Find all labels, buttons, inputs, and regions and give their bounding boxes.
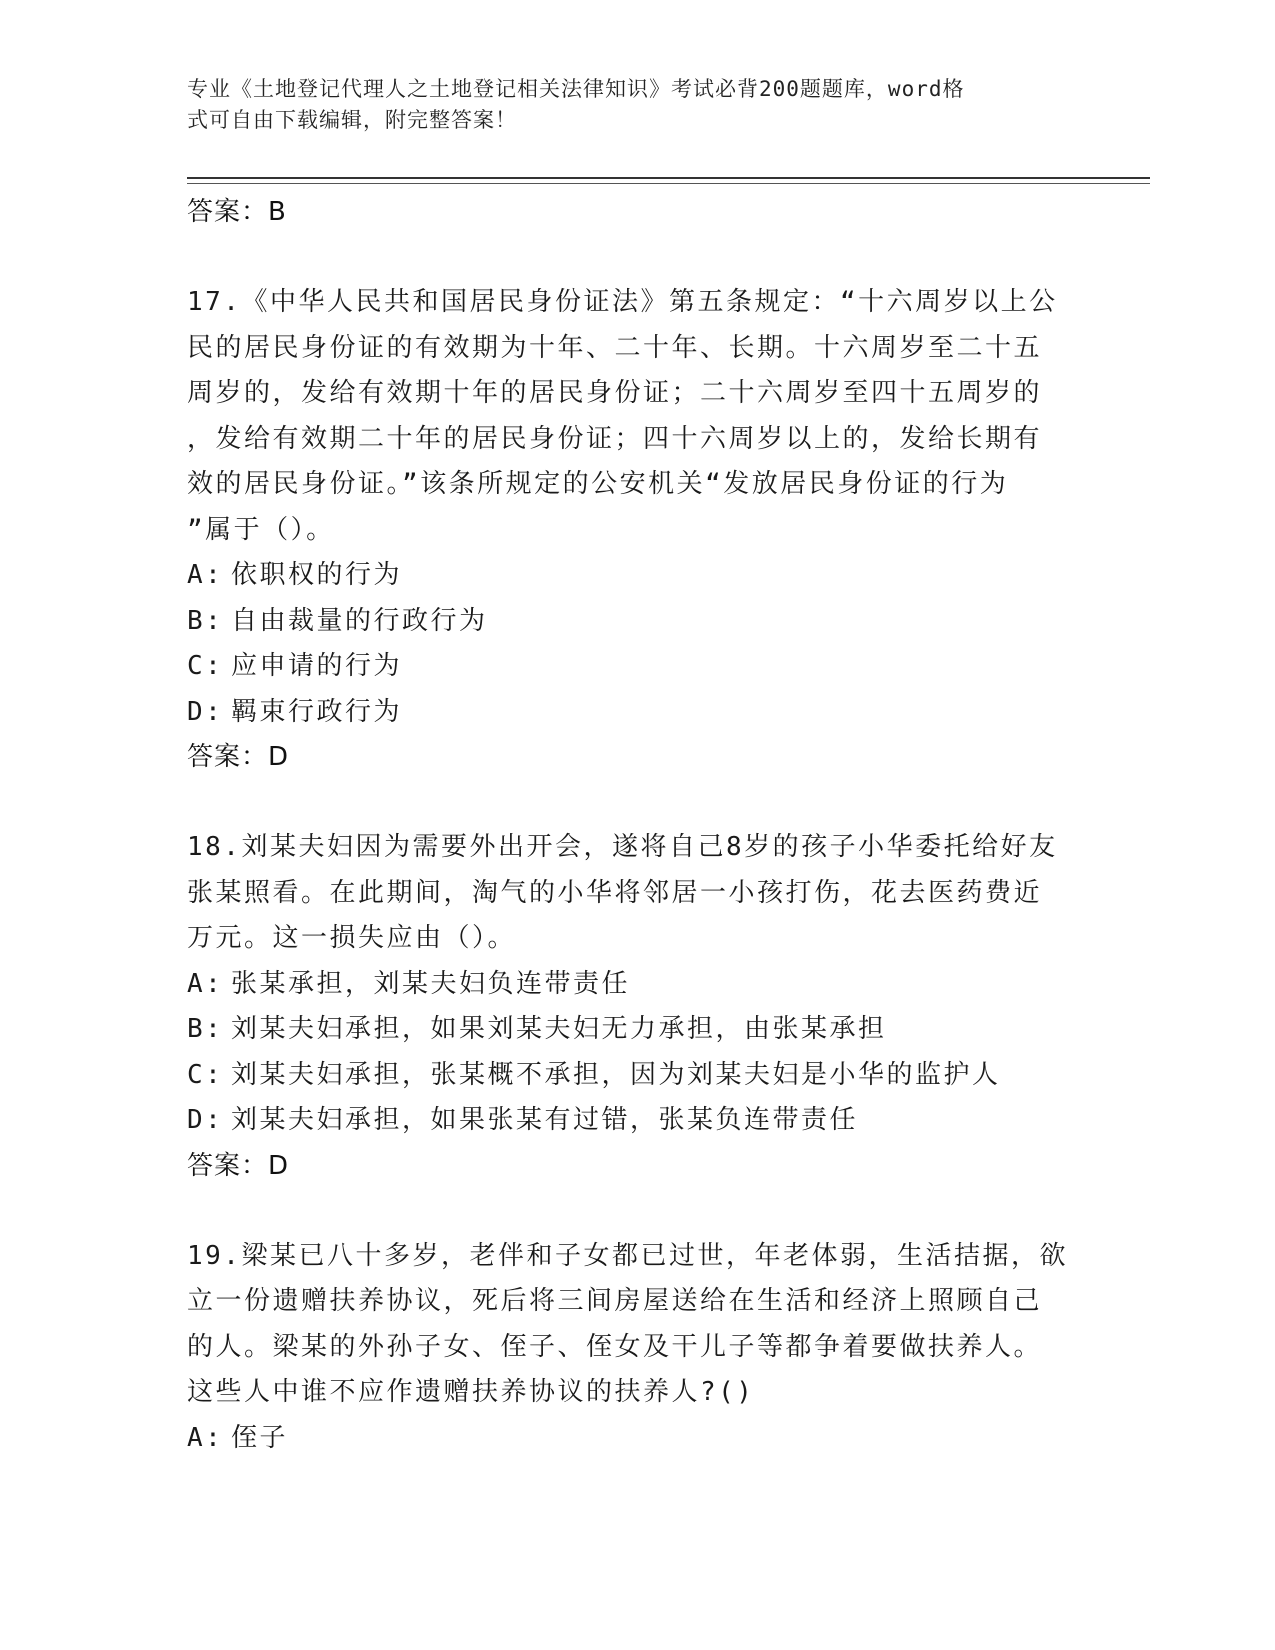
stem-line: 张某照看。在此期间，淘气的小华将邻居一小孩打伤，花去医药费近 [187, 877, 1043, 908]
question-19 [187, 1234, 1087, 1462]
header-divider-thin [187, 183, 1150, 184]
stem-line: 的人。梁某的外孙子女、侄子、侄女及干儿子等都争着要做扶养人。 [187, 1331, 1043, 1362]
stem-line: 17.《中华人民共和国居民身份证法》第五条规定：“十六周岁以上公 [187, 287, 1058, 317]
option-key: A: [187, 1422, 224, 1453]
stem-line: 这些人中谁不应作遗赠扶养协议的扶养人?() [187, 1377, 755, 1407]
option-key: C: [187, 651, 224, 681]
option-text: 刘某夫妇承担，张某概不承担，因为刘某夫妇是小华的监护人 [231, 1059, 1001, 1090]
question-stem [187, 825, 1087, 962]
question-stem [187, 280, 1087, 553]
option-text: 应申请的行为 [231, 651, 403, 681]
option-key: B: [187, 1014, 224, 1044]
option-text: 刘某夫妇承担，如果刘某夫妇无力承担，由张某承担 [231, 1014, 887, 1044]
document-body [187, 190, 1087, 1461]
stem-line: 万元。这一损失应由（）。 [187, 923, 517, 953]
option-d [187, 1098, 1087, 1144]
question-17 [187, 280, 1087, 780]
stem-line: 效的居民身份证。”该条所规定的公安机关“发放居民身份证的行为 [187, 469, 1009, 499]
option-a [187, 1416, 1087, 1462]
option-key: D: [187, 696, 224, 727]
stem-line: ”属于（）。 [187, 514, 335, 545]
option-a [187, 553, 1087, 599]
header-line-1: 专业《土地登记代理人之土地登记相关法律知识》考试必背200题题库，word格 [187, 77, 965, 101]
option-b [187, 1007, 1087, 1053]
option-text: 羁束行政行为 [231, 696, 403, 727]
option-text: 依职权的行为 [231, 560, 403, 590]
stem-line: 立一份遗赠扶养协议，死后将三间房屋送给在生活和经济上照顾自己 [187, 1286, 1043, 1316]
option-b [187, 599, 1087, 645]
question-answer: 答案：D [187, 1150, 290, 1181]
option-key: A: [187, 968, 224, 999]
previous-answer: 答案：B [187, 197, 287, 227]
option-text: 张某承担，刘某夫妇负连带责任 [231, 968, 631, 999]
option-key: A: [187, 560, 224, 590]
option-d [187, 690, 1087, 736]
option-text: 自由裁量的行政行为 [231, 605, 488, 636]
stem-line: 周岁的，发给有效期十年的居民身份证；二十六周岁至四十五周岁的 [187, 378, 1043, 408]
stem-line: 18.刘某夫妇因为需要外出开会，遂将自己8岁的孩子小华委托给好友 [187, 832, 1058, 862]
stem-line: 民的居民身份证的有效期为十年、二十年、长期。十六周岁至二十五 [187, 332, 1043, 363]
question-18 [187, 825, 1087, 1189]
option-key: B: [187, 605, 224, 636]
stem-line: ，发给有效期二十年的居民身份证；四十六周岁以上的，发给长期有 [187, 423, 1043, 454]
option-key: C: [187, 1059, 224, 1090]
header-divider-thick [187, 177, 1150, 179]
question-stem [187, 1234, 1087, 1416]
question-answer: 答案：D [187, 742, 290, 772]
option-a [187, 962, 1087, 1008]
option-text: 侄子 [231, 1422, 289, 1453]
option-c [187, 644, 1087, 690]
document-header [187, 74, 1067, 136]
option-c [187, 1053, 1087, 1099]
option-text: 刘某夫妇承担，如果张某有过错，张某负连带责任 [231, 1105, 859, 1135]
header-line-2: 式可自由下载编辑，附完整答案！ [187, 108, 517, 132]
stem-line: 19.梁某已八十多岁，老伴和子女都已过世，年老体弱，生活拮据，欲 [187, 1240, 1068, 1271]
option-key: D: [187, 1105, 224, 1135]
